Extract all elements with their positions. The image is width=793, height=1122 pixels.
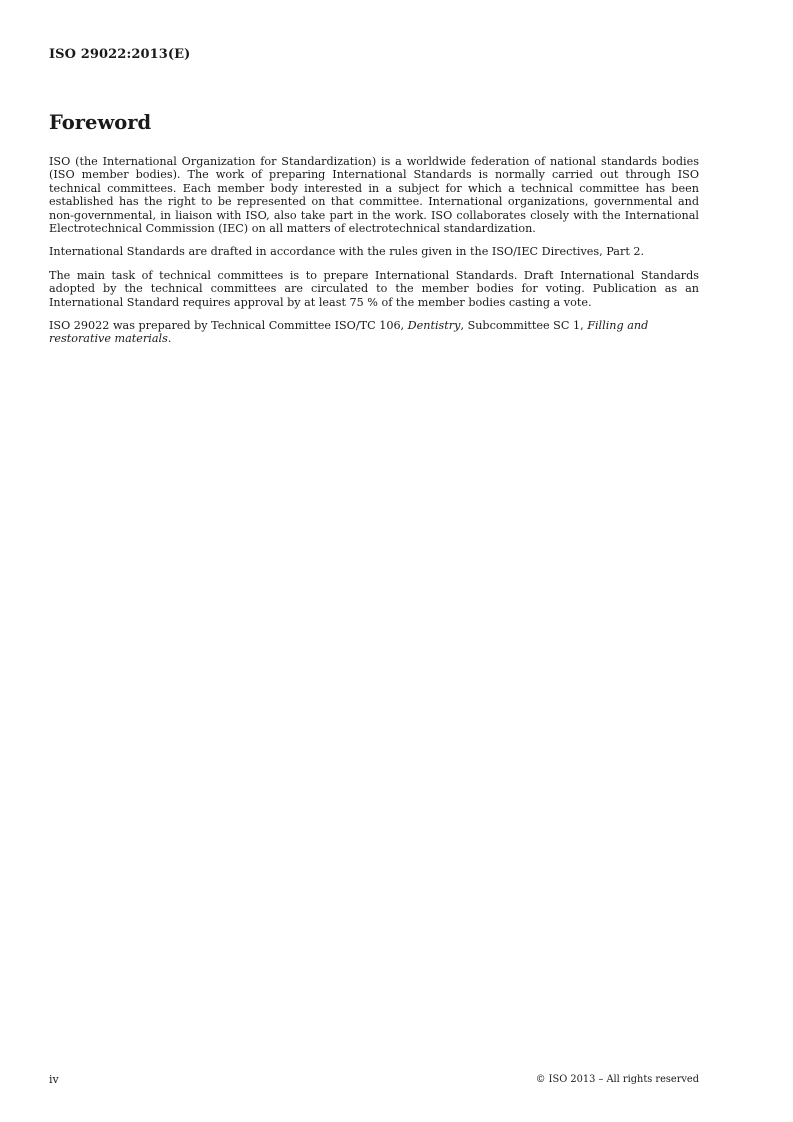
foreword-paragraph-3: The main task of technical committees is to prepare International Standards. Draft International Standards adopted by the technical committees are circulated to the member bodies for voting. Publication as an International Standard requires approval by at least 75 % of the member bodies casting a vote. <box>49 268 699 309</box>
committee-name: Dentistry <box>407 319 461 333</box>
paragraph-4-intro: ISO 29022 was prepared by Technical Committee ISO/TC 106, <box>49 319 408 333</box>
page-number: iv <box>49 1073 59 1086</box>
copyright-notice: © ISO 2013 – All rights reserved <box>535 1074 699 1085</box>
foreword-paragraph-2: International Standards are drafted in accordance with the rules given in the ISO/IEC Directives, Part 2. <box>49 245 645 259</box>
subcommittee-name: Filling and restorative materials <box>49 319 649 346</box>
foreword-body <box>49 155 699 356</box>
foreword-paragraph-4 <box>49 319 699 346</box>
foreword-title: Foreword <box>49 111 152 134</box>
document-id: ISO 29022:2013(E) <box>49 47 191 62</box>
paragraph-4-end: . <box>167 332 172 346</box>
paragraph-4-middle: , Subcommittee SC 1, <box>460 319 588 333</box>
foreword-paragraph-1: ISO (the International Organization for Standardization) is a worldwide federation of national standards bodies (ISO member bodies). The work of preparing International Standards is normally carried out through ISO technical committees. Each member body interested in a subject for which a technical committee has been established has the right to be represented on that committee. International organizations, governmental and non-governmental, in liaison with ISO, also take part in the work. ISO collaborates closely with the International Electrotechnical Commission (IEC) on all matters of electrotechnical standardization. <box>49 155 699 236</box>
